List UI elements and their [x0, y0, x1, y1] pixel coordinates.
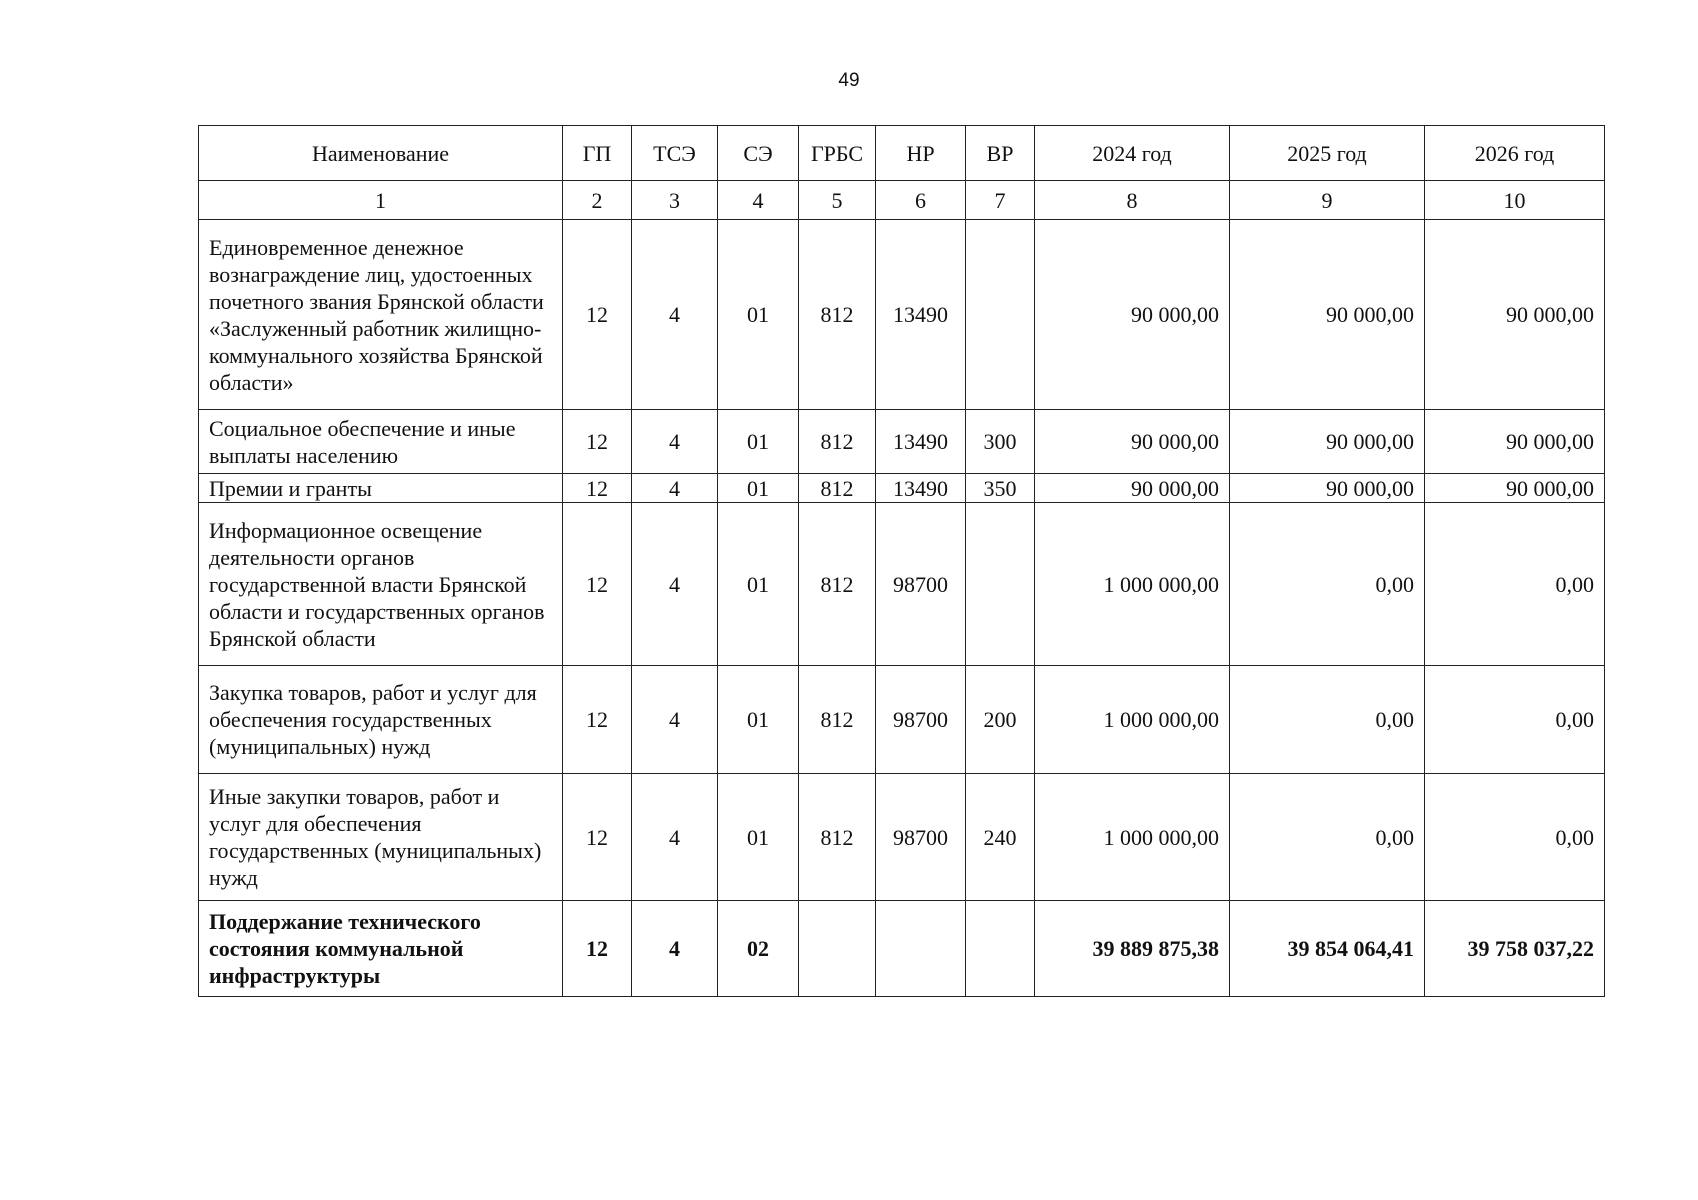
column-header-gp: ГП: [563, 126, 632, 181]
column-header-2026: 2026 год: [1425, 126, 1605, 181]
column-header-2024: 2024 год: [1035, 126, 1230, 181]
row-nr: 98700: [876, 774, 966, 901]
row-nr: 13490: [876, 410, 966, 474]
row-name: Премии и гранты: [199, 474, 563, 503]
row-gp: 12: [563, 220, 632, 410]
row-amount-2026: 90 000,00: [1425, 410, 1605, 474]
row-amount-2025: 0,00: [1230, 666, 1425, 774]
table-row: [199, 503, 1605, 666]
column-header-tse: ТСЭ: [632, 126, 718, 181]
row-se: 01: [718, 474, 799, 503]
row-grbs: 812: [799, 474, 876, 503]
column-number: 6: [876, 181, 966, 220]
row-gp: 12: [563, 503, 632, 666]
table-row: [199, 474, 1605, 503]
column-number: 9: [1230, 181, 1425, 220]
row-name: Единовременное денежное вознаграждение лиц, удостоенных почетного звания Брянской области «Заслуженный работник жилищно-коммунального хозяйства Брянской области»: [199, 220, 563, 410]
row-gp: 12: [563, 666, 632, 774]
row-se: 01: [718, 774, 799, 901]
row-amount-2024: 90 000,00: [1035, 474, 1230, 503]
column-number: 10: [1425, 181, 1605, 220]
column-number: 5: [799, 181, 876, 220]
row-grbs: 812: [799, 220, 876, 410]
row-amount-2026: 90 000,00: [1425, 474, 1605, 503]
row-gp: 12: [563, 474, 632, 503]
row-amount-2026: 0,00: [1425, 666, 1605, 774]
row-amount-2025: 0,00: [1230, 503, 1425, 666]
row-vr: [966, 901, 1035, 997]
row-amount-2025: 90 000,00: [1230, 474, 1425, 503]
row-amount-2024: 90 000,00: [1035, 410, 1230, 474]
table-row: [199, 666, 1605, 774]
row-tse: 4: [632, 666, 718, 774]
row-gp: 12: [563, 410, 632, 474]
row-grbs: 812: [799, 410, 876, 474]
row-tse: 4: [632, 503, 718, 666]
column-number: 7: [966, 181, 1035, 220]
row-vr: 350: [966, 474, 1035, 503]
row-se: 01: [718, 220, 799, 410]
row-amount-2026: 0,00: [1425, 503, 1605, 666]
column-number: 2: [563, 181, 632, 220]
row-amount-2024: 1 000 000,00: [1035, 666, 1230, 774]
table-row: [199, 410, 1605, 474]
row-amount-2024: 39 889 875,38: [1035, 901, 1230, 997]
row-nr: [876, 901, 966, 997]
row-nr: 98700: [876, 503, 966, 666]
row-name: Иные закупки товаров, работ и услуг для обеспечения государственных (муниципальных) нужд: [199, 774, 563, 901]
budget-table: [198, 125, 1605, 997]
column-number-row: [199, 181, 1605, 220]
row-vr: 240: [966, 774, 1035, 901]
row-tse: 4: [632, 774, 718, 901]
row-vr: 200: [966, 666, 1035, 774]
row-amount-2024: 1 000 000,00: [1035, 503, 1230, 666]
row-tse: 4: [632, 474, 718, 503]
column-header-nr: НР: [876, 126, 966, 181]
row-name: Закупка товаров, работ и услуг для обеспечения государственных (муниципальных) нужд: [199, 666, 563, 774]
row-vr: [966, 503, 1035, 666]
row-gp: 12: [563, 901, 632, 997]
row-se: 02: [718, 901, 799, 997]
page-number: 49: [838, 70, 860, 91]
column-header-2025: 2025 год: [1230, 126, 1425, 181]
row-tse: 4: [632, 410, 718, 474]
row-grbs: 812: [799, 503, 876, 666]
column-header-vr: ВР: [966, 126, 1035, 181]
header-row: [199, 126, 1605, 181]
table-row: [199, 220, 1605, 410]
row-gp: 12: [563, 774, 632, 901]
row-amount-2026: 90 000,00: [1425, 220, 1605, 410]
column-header-name: Наименование: [199, 126, 563, 181]
row-se: 01: [718, 503, 799, 666]
column-number: 4: [718, 181, 799, 220]
row-amount-2025: 0,00: [1230, 774, 1425, 901]
table-row-section-total: [199, 901, 1605, 997]
row-tse: 4: [632, 220, 718, 410]
row-tse: 4: [632, 901, 718, 997]
row-name: Информационное освещение деятельности органов государственной власти Брянской области и государственных органов Брянской области: [199, 503, 563, 666]
table-row: [199, 774, 1605, 901]
row-se: 01: [718, 666, 799, 774]
row-nr: 13490: [876, 474, 966, 503]
row-grbs: [799, 901, 876, 997]
row-grbs: 812: [799, 666, 876, 774]
row-nr: 13490: [876, 220, 966, 410]
row-amount-2026: 39 758 037,22: [1425, 901, 1605, 997]
row-nr: 98700: [876, 666, 966, 774]
column-number: 8: [1035, 181, 1230, 220]
row-amount-2026: 0,00: [1425, 774, 1605, 901]
row-name: Социальное обеспечение и иные выплаты населению: [199, 410, 563, 474]
row-name: Поддержание технического состояния коммунальной инфраструктуры: [199, 901, 563, 997]
row-amount-2025: 90 000,00: [1230, 410, 1425, 474]
column-number: 1: [199, 181, 563, 220]
row-vr: [966, 220, 1035, 410]
column-number: 3: [632, 181, 718, 220]
column-header-grbs: ГРБС: [799, 126, 876, 181]
row-se: 01: [718, 410, 799, 474]
row-amount-2024: 1 000 000,00: [1035, 774, 1230, 901]
row-amount-2025: 90 000,00: [1230, 220, 1425, 410]
column-header-se: СЭ: [718, 126, 799, 181]
row-grbs: 812: [799, 774, 876, 901]
row-amount-2025: 39 854 064,41: [1230, 901, 1425, 997]
row-vr: 300: [966, 410, 1035, 474]
row-amount-2024: 90 000,00: [1035, 220, 1230, 410]
